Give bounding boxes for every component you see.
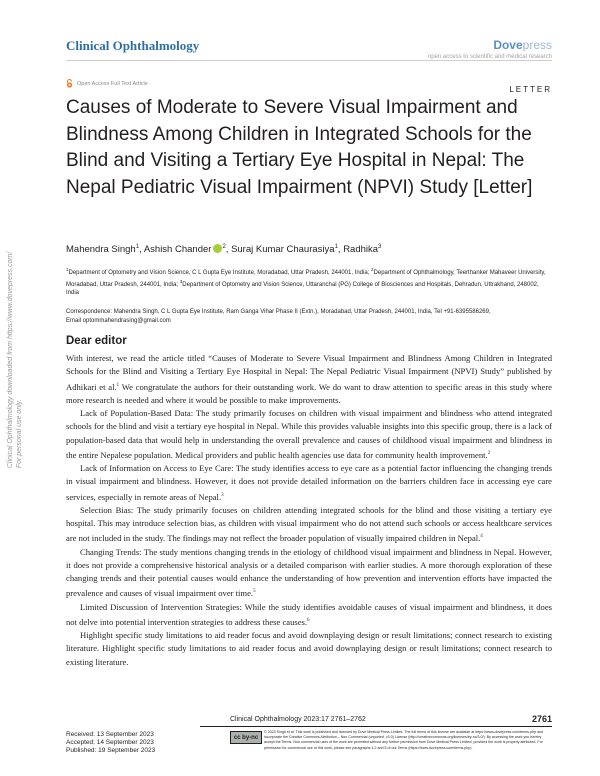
creative-commons-icon[interactable]: cc by-nc	[230, 731, 262, 744]
publisher-tagline: open access to scientific and medical research	[427, 54, 552, 60]
article-dates	[66, 731, 155, 755]
author-name[interactable]: Radhika	[343, 244, 379, 256]
body-paragraph	[66, 601, 552, 629]
license-text: © 2023 Singh et al. This work is published and licensed by Dove Medical Press Limited. The full terms of this license are available at https://www.dovepress.com/terms.php and incorporate the Creative Commons Attribution – Non Commercial (unported, v3.0) License (http://creativecommons.org/licenses/by-nc/3.0/). By accessing the work you hereby accept the Terms. Non-commercial uses of the work are permitted without any further permission from Dove Medical Press Limited, provided the work is properly attributed. For permission for commercial use of this work, please see paragraphs 4.2 and 5 of our Terms (https://www.dovepress.com/terms.php).	[264, 730, 543, 750]
citation-ref[interactable]: 4	[480, 534, 483, 540]
open-access-label: Open Access Full Text Article	[77, 80, 148, 87]
paragraph-text: We congratulate the authors for their outstanding work. We do want to draw attention to specific areas in this study where more research is needed and where it would be possible to make improvements.	[66, 381, 552, 405]
affil-marker: 2	[371, 267, 374, 272]
affil-marker: 1	[66, 267, 69, 272]
author-affil-ref: 3	[378, 244, 382, 250]
author-list: Mahendra Singh$^1$, Ashish Chander $^2$, Suraj Kumar Chaurasiya$^1$, Radhika$^3$	[66, 244, 382, 256]
paragraph-text: Changing Trends: The study mentions changing trends in the etiology of childhood visual impairment and blindness in Nepal. However, it does not provide a comprehensive historical analysis or a detailed comparison with earlier studies. A more thorough exploration of these changing trends and their potential causes would enhance the understanding of how prevention and intervention efforts have impacted the prevalence and causes of visual impairment over time.	[66, 546, 552, 599]
citation-ref[interactable]: 2	[487, 450, 491, 456]
affiliation-text: Department of Optometry and Vision Science, C L Gupta Eye Institute, Moradabad, Uttar Pradesh, 244001, India;	[68, 270, 372, 276]
author-name[interactable]: Suraj Kumar Chaurasiya	[231, 244, 335, 256]
page-number: 2761	[531, 714, 552, 724]
article-type: LETTER	[509, 85, 552, 94]
affiliations	[66, 266, 552, 298]
side-note-line-1: Clinical Ophthalmology downloaded from https://www.dovepress.com/	[7, 251, 14, 469]
body-paragraph	[66, 352, 552, 407]
body-paragraph	[66, 546, 552, 601]
affiliation-text: Department of Ophthalmology, Teerthanker Mahaveer University, Moradabad, Uttar Pradesh, 244001, India;	[66, 270, 546, 288]
published-date: Published: 19 September 2023	[66, 747, 156, 754]
author-name[interactable]: Mahendra Singh	[66, 244, 136, 256]
body-paragraph	[66, 462, 552, 504]
letter-body	[66, 352, 552, 669]
author-affil-ref: 1	[135, 244, 140, 250]
side-note-line-2: For personal use only.	[16, 399, 23, 469]
citation-ref[interactable]: 6	[307, 617, 310, 623]
open-access-lock-icon	[66, 79, 73, 88]
paragraph-text: Highlight specific study limitations to aid reader focus and avoid downplaying design or result limitations; connect research to existing literature. Highlight specific study limitations to aid reader focus and avoid downplaying design or result limitations; connect research to existing literature.	[66, 630, 552, 667]
author-affil-ref: 1	[334, 244, 338, 250]
footer-divider	[200, 726, 552, 727]
paragraph-text: Selection Bias: The study primarily focuses on children attending integrated schools for the blind and those visiting a tertiary eye hospital. This may introduce selection bias, as children with visual impairment who do not attend such schools or access healthcare services are not included in the study. The findings may not reflect the broader population of visually impaired children in Nepal.	[66, 504, 552, 544]
paragraph-text: With interest, we read the article titled “Causes of Moderate to Severe Visual Impairment and Blindness Among Children in Integrated Schools for the Blind and Visiting a Tertiary Eye Hospital in Nepal: The Nepal Pediatric Visual Impairment (NPVI) Study” published by Adhikari et al.	[66, 353, 552, 392]
paragraph-text: Lack of Information on Access to Eye Care: The study identifies access to eye care as a potential factor influencing the changing trends in visual impairment and blindness. However, it does not provide detailed information on the barriers children face in accessing eye care services, especially in remote areas of Nepal.	[66, 463, 552, 502]
body-paragraph	[66, 629, 552, 669]
affil-marker: 3	[179, 278, 183, 284]
accepted-date: Accepted: 14 September 2023	[66, 739, 154, 746]
received-date: Received: 13 September 2023	[66, 731, 154, 738]
author-name[interactable]: Ashish Chander	[143, 244, 212, 256]
citation-ref[interactable]: 1	[116, 382, 120, 388]
correspondence-email[interactable]: Email optommahendrasing@gmail.com	[66, 317, 171, 324]
publisher-logo[interactable]	[428, 38, 552, 60]
paragraph-text: Lack of Population-Based Data: The study primarily focuses on children with visual impairment and blindness who attend integrated schools for the blind and visit a tertiary eye hospital in Nepal. While this provides valuable insights into this specific group, there is a lack of population-based data that would help in understanding the overall prevalence and causes of childhood visual impairment and blindness in the entire Nepalese population. Medical providers and public health agencies use data for community health improvement.	[66, 408, 552, 460]
author-affil-ref: 2	[222, 244, 226, 250]
citation-ref[interactable]: 3	[221, 492, 224, 498]
article-title: Causes of Moderate to Severe Visual Impairment and Blindness Among Children in Integrated Schools for the Blind and Visiting a Tertiary Eye Hospital in Nepal: The Nepal Pediatric Visual Impairment (NPVI) Study [Letter]	[66, 97, 533, 198]
correspondence	[66, 308, 552, 325]
correspondence-address: Correspondence: Mahendra Singh, C L Gupta Eye Institute, Ram Ganga Vihar Phase II (Extn.), Moradabad, Uttar Pradesh, 244001, India, Tel +91-6395586269,	[66, 309, 491, 315]
download-side-note	[2, 180, 28, 540]
journal-name[interactable]: Clinical Ophthalmology	[66, 38, 200, 53]
citation-ref[interactable]: 5	[253, 589, 256, 595]
publisher-press: press	[522, 38, 552, 52]
footer-journal-citation: Clinical Ophthalmology 2023:17 2761–2762	[230, 716, 366, 723]
page-header	[66, 38, 552, 60]
affiliation-text: Department of Optometry and Vision Science, Uttaranchal (PG) College of Biosciences and Hospitals, Dehradun, Uttrakhand, 248002, India	[66, 281, 539, 296]
body-paragraph	[66, 504, 552, 546]
publisher-name: Dove	[493, 38, 523, 52]
header-divider	[66, 60, 552, 61]
open-access-badge	[66, 79, 148, 88]
body-paragraph	[66, 407, 552, 462]
paragraph-text: Limited Discussion of Intervention Strategies: While the study identifies avoidable causes of visual impairment and blindness, it does not delve into potential intervention strategies to address these causes.	[66, 601, 552, 627]
section-heading: Dear editor	[66, 335, 127, 347]
